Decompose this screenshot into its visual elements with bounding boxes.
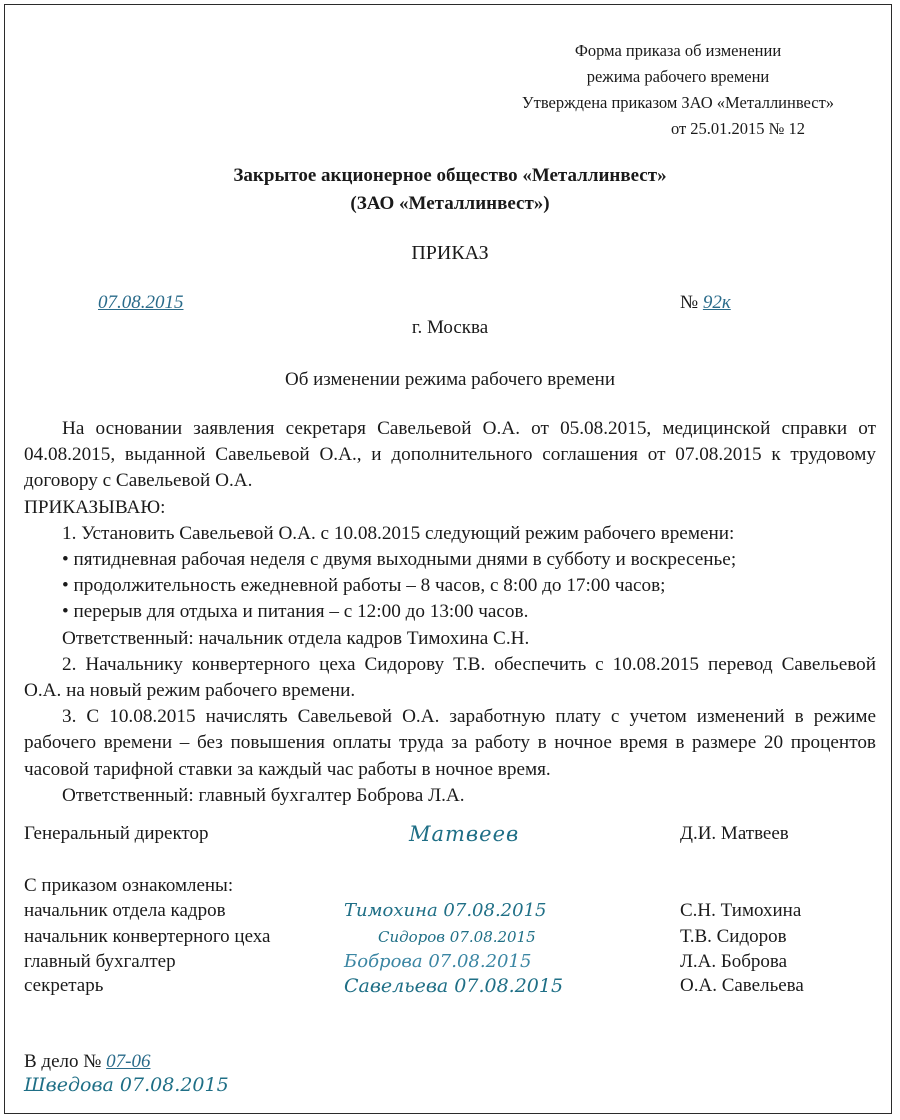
bullet-2: • продолжительность ежедневной работы – 8 часов, с 8:00 до 17:00 часов; [62,575,666,597]
approval-line-4: от 25.01.2015 № 12 [670,119,806,138]
director-signature: Матвеев [409,822,520,846]
acquainted-signature: Боброва 07.08.2015 [344,951,532,972]
acquainted-position: начальник отдела кадров [24,900,226,921]
order-number-prefix: № [680,292,699,313]
item-2: 2. Начальнику конвертерного цеха Сидорову Т.В. обеспечить с 10.08.2015 перевод Савельевой О.А. на новый режим рабочего времени. [24,653,876,702]
responsible-2: Ответственный: главный бухгалтер Боброва Л.А. [62,784,465,806]
org-full-name: Закрытое акционерное общество «Металлинвест» [233,165,667,186]
acquainted-name: Т.В. Сидоров [680,926,787,947]
file-number: 07-06 [106,1051,151,1072]
acquainted-heading: С приказом ознакомлены: [24,875,234,896]
responsible-1: Ответственный: начальник отдела кадров Тимохина С.Н. [62,627,530,649]
approval-line-1: Форма приказа об изменении [574,41,782,60]
acquainted-signature: Сидоров 07.08.2015 [378,928,536,946]
item-1: 1. Установить Савельевой О.А. с 10.08.2015 следующий режим рабочего времени: [62,522,735,544]
acquainted-name: Л.А. Боброва [680,951,788,972]
acquainted-name: С.Н. Тимохина [680,900,802,921]
order-number [680,290,731,316]
acquainted-position: начальник конвертерного цеха [24,926,271,947]
order-number-value: 92к [702,292,731,313]
order-date [98,290,184,316]
acquainted-row [24,898,876,924]
approval-block [478,38,878,142]
acquainted-position: главный бухгалтер [24,951,176,972]
city: г. Москва [411,317,489,338]
acquainted-row [24,924,876,950]
acquainted-position: секретарь [24,975,104,996]
acquainted-row [24,949,876,975]
director-title: Генеральный директор [24,823,209,844]
org-short-name: (ЗАО «Металлинвест») [350,193,550,214]
item-3: 3. С 10.08.2015 начислять Савельевой О.А. заработную плату с учетом изменений в режиме рабочего времени – без повышения оплаты труда за работу в ночное время в размере 20 процентов часовой тарифной ставки за каждый час работы в ночное время. [24,706,876,780]
file-note [24,1049,150,1075]
acquainted-row [24,973,876,999]
acquainted-name: О.А. Савельева [680,975,804,996]
order-date-value: 07.08.2015 [98,292,184,313]
bullet-3: • перерыв для отдыха и питания – с 12:00 до 13:00 часов. [62,601,529,623]
bullet-1: • пятидневная рабочая неделя с двумя выходными днями в субботу и воскресенье; [62,549,737,571]
file-signature: Шведова 07.08.2015 [24,1074,229,1096]
file-label: В дело № [24,1051,102,1072]
order-body [24,416,876,809]
doc-type: ПРИКАЗ [411,242,489,264]
approval-line-3: Утверждена приказом ЗАО «Металлинвест» [521,93,835,112]
director-name: Д.И. Матвеев [680,823,789,844]
preamble: На основании заявления секретаря Савельевой О.А. от 05.08.2015, медицинской справки от 04.08.2015, выданной Савельевой О.А., и дополнительного соглашения от 07.08.2015 к трудовому договору с Савельевой О.А. [24,418,876,492]
director-row [24,821,876,847]
subject: Об изменении режима рабочего времени [284,369,616,390]
acquainted-signature: Савельева 07.08.2015 [344,975,564,997]
acquainted-signature: Тимохина 07.08.2015 [344,900,547,921]
order-word: ПРИКАЗЫВАЮ: [24,496,166,518]
approval-line-2: режима рабочего времени [586,67,770,86]
